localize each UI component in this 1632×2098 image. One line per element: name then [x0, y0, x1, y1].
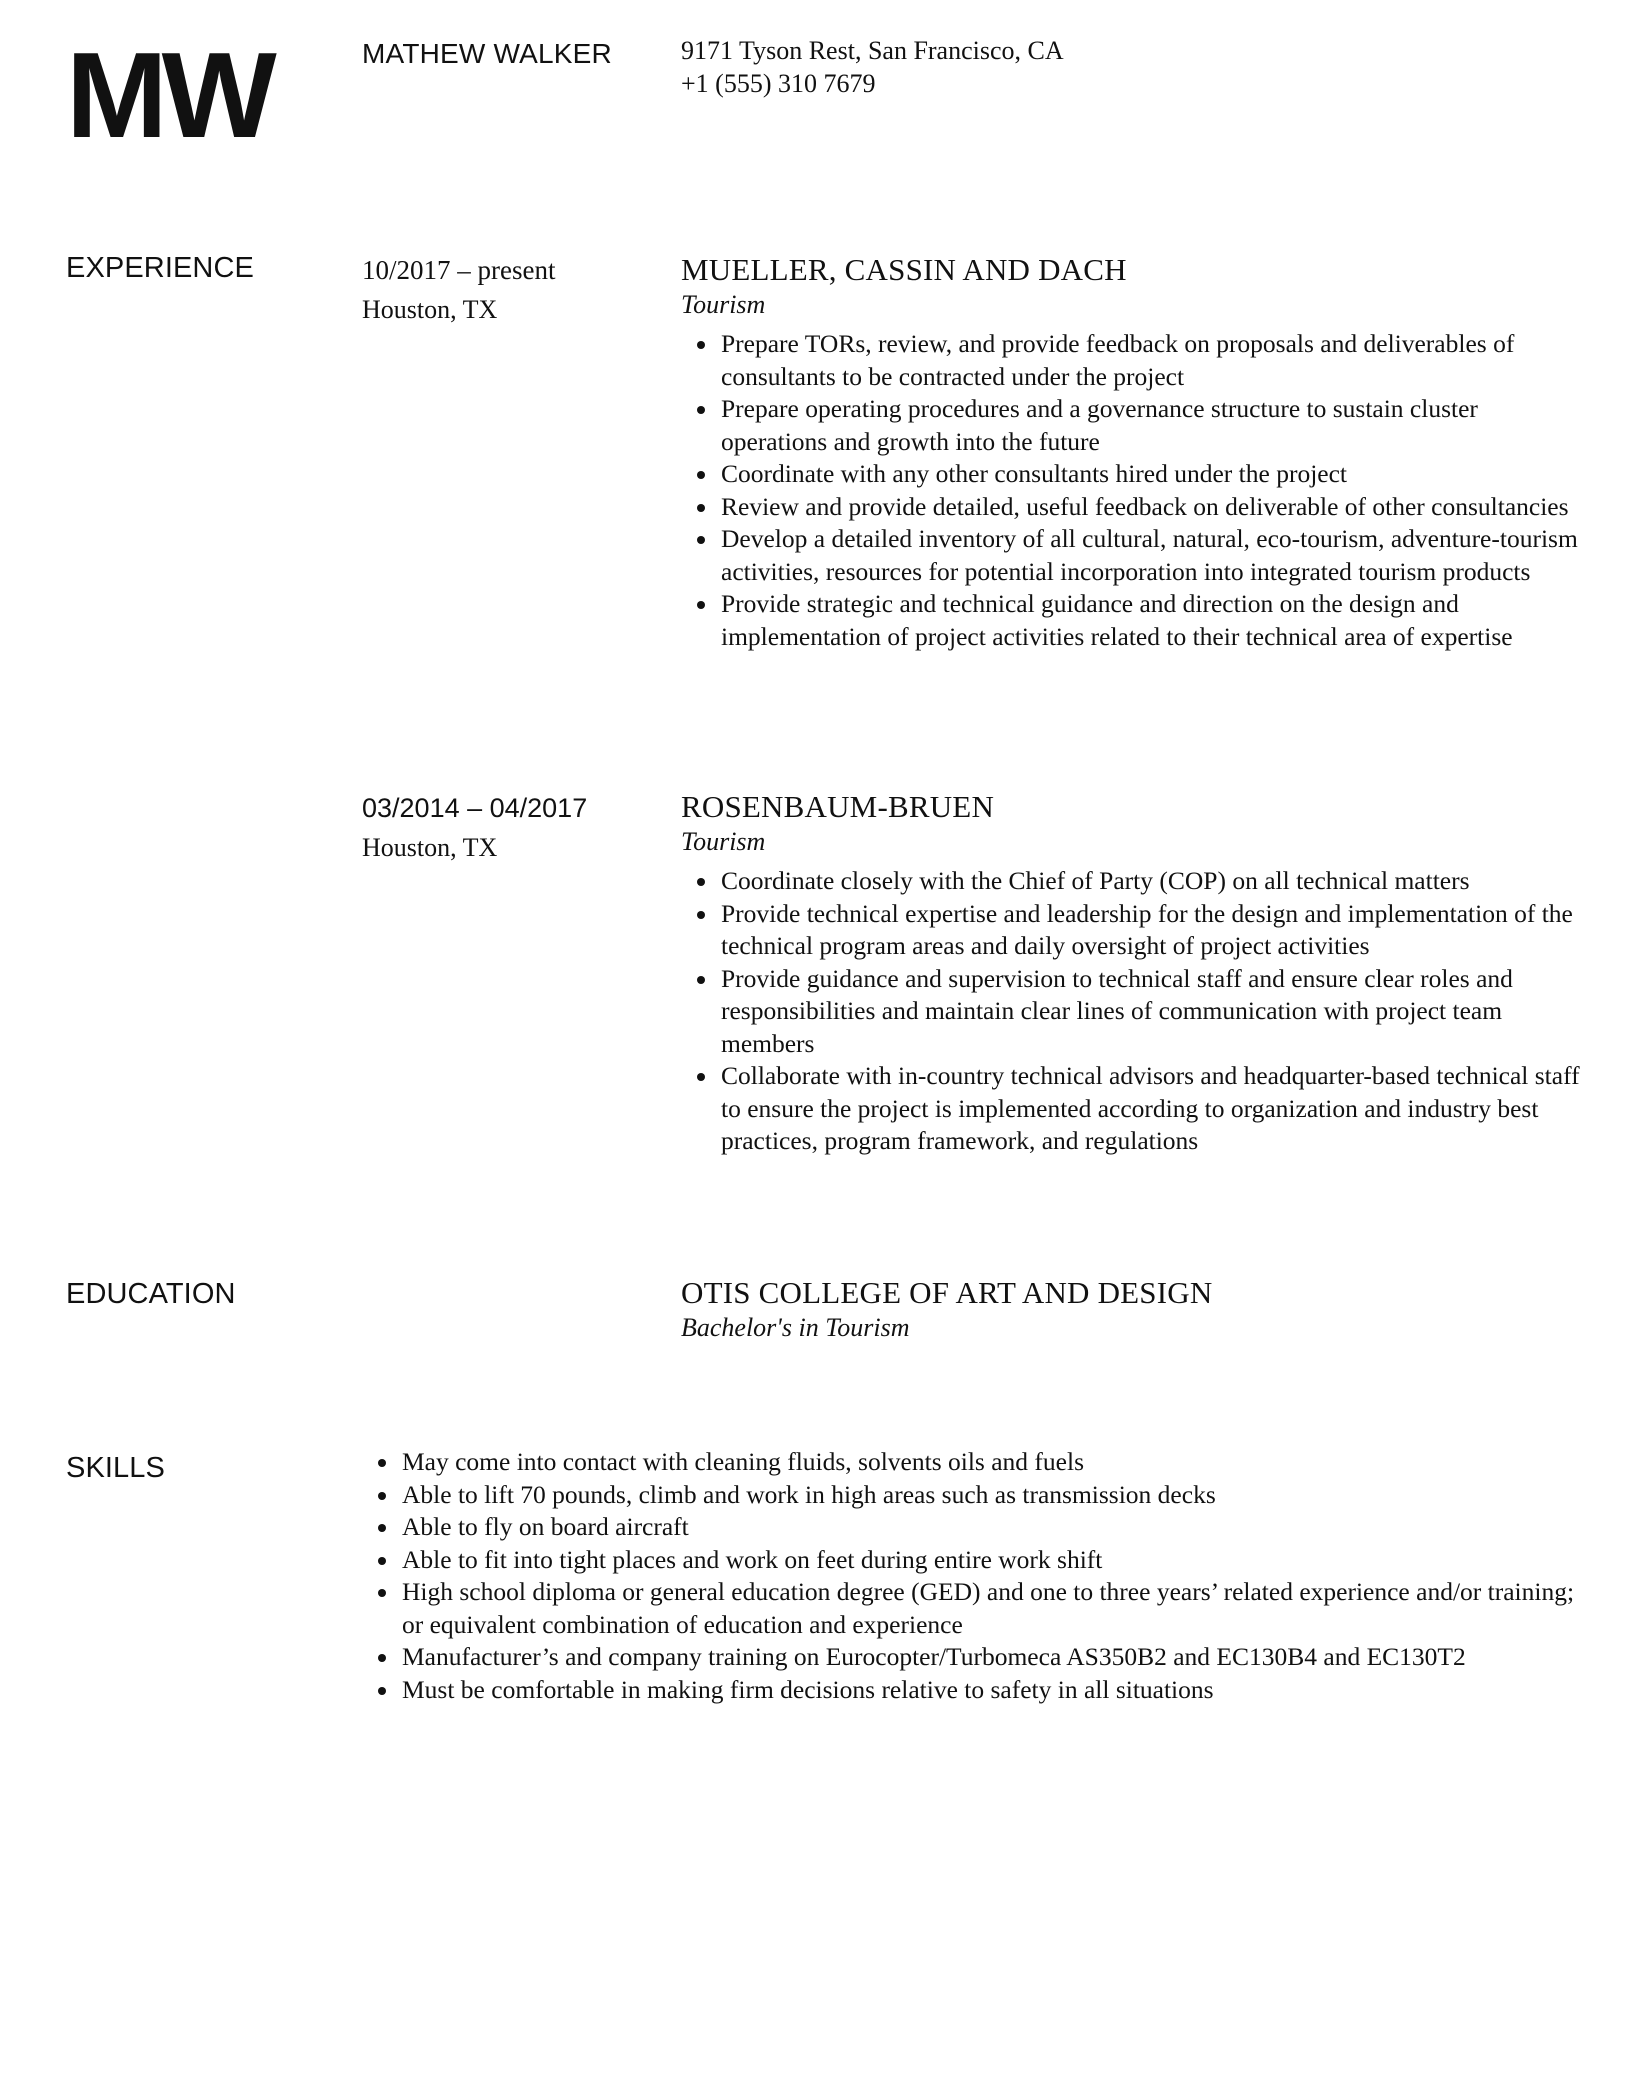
phone: +1 (555) 310 7679 [681, 69, 876, 98]
monogram: MW [66, 27, 271, 163]
list-item: Able to lift 70 pounds, climb and work in high areas such as transmission decks [402, 1479, 1592, 1512]
address: 9171 Tyson Rest, San Francisco, CA [681, 36, 1064, 65]
degree: Bachelor's in Tourism [681, 1313, 910, 1342]
job-field: Tourism [681, 827, 766, 856]
job-location: Houston, TX [362, 295, 498, 324]
skills-list [362, 1446, 1592, 1706]
company-name: ROSENBAUM-BRUEN [681, 789, 995, 824]
list-item: High school diploma or general education degree (GED) and one to three years’ related experience and/or training; or equivalent combination of education and experience [402, 1576, 1592, 1641]
list-item: Must be comfortable in making firm decisions relative to safety in all situations [402, 1674, 1592, 1707]
job-entry-1 [681, 250, 1581, 653]
list-item: Develop a detailed inventory of all cultural, natural, eco-tourism, adventure-tourism activities, resources for potential incorporation into integrated tourism products [721, 523, 1581, 588]
list-item: Prepare TORs, review, and provide feedback on proposals and deliverables of consultants to be contracted under the project [721, 328, 1581, 393]
list-item: Coordinate with any other consultants hired under the project [721, 458, 1581, 491]
skills-block [362, 1446, 1592, 1706]
job-dates: 03/2014 – 04/2017 [362, 793, 588, 823]
company-name: MUELLER, CASSIN AND DACH [681, 252, 1127, 287]
section-label-skills: SKILLS [66, 1452, 165, 1484]
list-item: Manufacturer’s and company training on Eurocopter/Turbomeca AS350B2 and EC130B4 and EC130T2 [402, 1641, 1592, 1674]
job-entry-2 [681, 787, 1581, 1158]
job-location: Houston, TX [362, 833, 498, 862]
education-entry [681, 1273, 1581, 1345]
job-field: Tourism [681, 290, 766, 319]
candidate-name: MATHEW WALKER [362, 38, 612, 69]
school-name: OTIS COLLEGE OF ART AND DESIGN [681, 1275, 1213, 1310]
list-item: Collaborate with in-country technical advisors and headquarter-based technical staff to ensure the project is implemented according to organization and industry best practices, program framework, and regulations [721, 1060, 1581, 1158]
list-item: May come into contact with cleaning fluids, solvents oils and fuels [402, 1446, 1592, 1479]
list-item: Prepare operating procedures and a governance structure to sustain cluster operations and growth into the future [721, 393, 1581, 458]
list-item: Provide strategic and technical guidance and direction on the design and implementation of project activities related to their technical area of expertise [721, 588, 1581, 653]
list-item: Coordinate closely with the Chief of Party (COP) on all technical matters [721, 865, 1581, 898]
job-bullets [681, 865, 1581, 1158]
job-bullets [681, 328, 1581, 653]
job-meta-1 [362, 250, 555, 330]
job-dates: 10/2017 – present [362, 255, 556, 285]
job-meta-2 [362, 788, 587, 868]
contact-block [681, 34, 1064, 100]
section-label-experience: EXPERIENCE [66, 252, 254, 284]
list-item: Provide guidance and supervision to technical staff and ensure clear roles and responsibilities and maintain clear lines of communication with project team members [721, 963, 1581, 1061]
list-item: Able to fly on board aircraft [402, 1511, 1592, 1544]
list-item: Review and provide detailed, useful feedback on deliverable of other consultancies [721, 491, 1581, 524]
list-item: Provide technical expertise and leadership for the design and implementation of the technical program areas and daily oversight of project activities [721, 898, 1581, 963]
list-item: Able to fit into tight places and work on feet during entire work shift [402, 1544, 1592, 1577]
section-label-education: EDUCATION [66, 1278, 236, 1310]
